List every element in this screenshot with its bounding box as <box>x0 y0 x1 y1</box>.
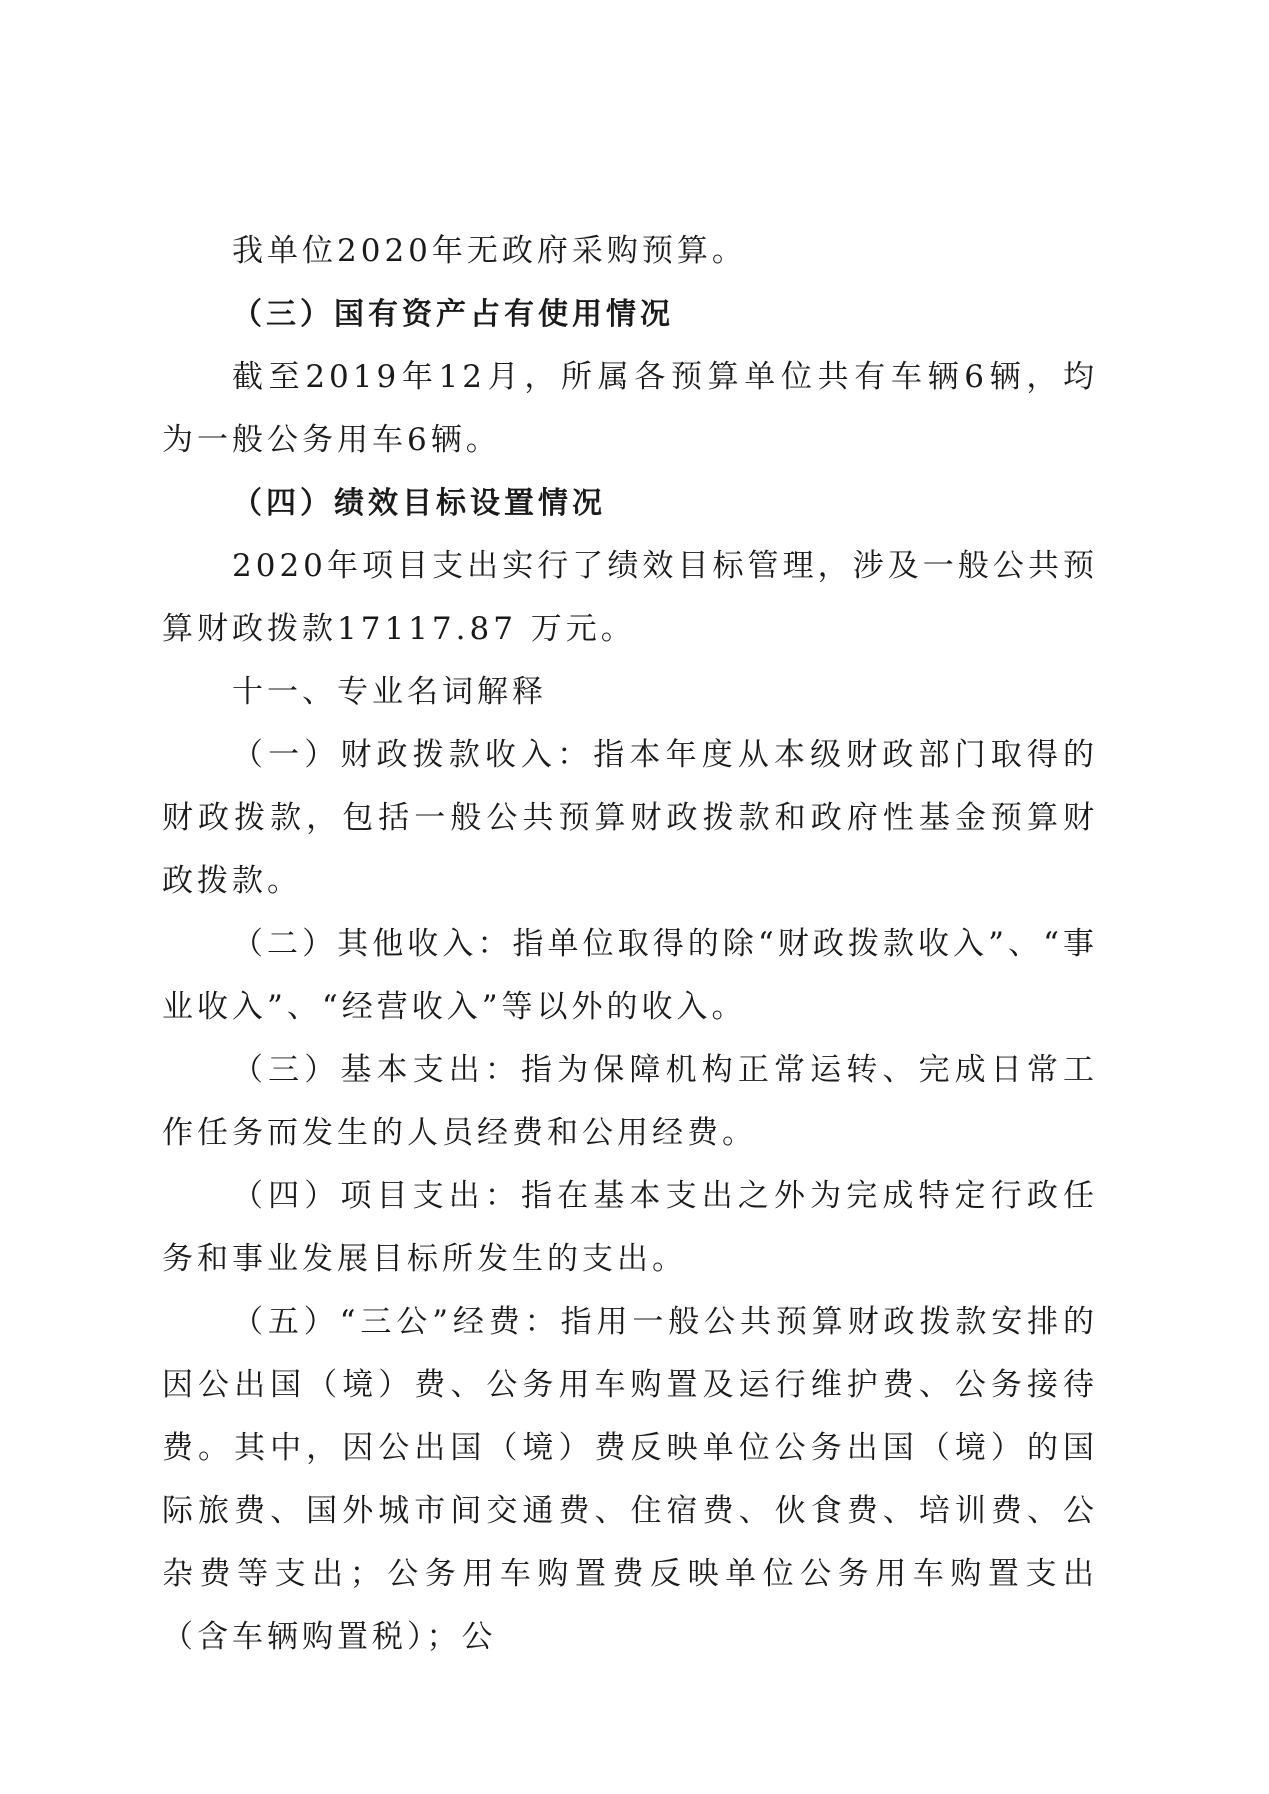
paragraph-three-public-expenses: （五）“三公”经费：指用一般公共预算财政拨款安排的因公出国（境）费、公务用车购置及运行维护费、公务接待费。其中，因公出国（境）费反映单位公务出国（境）的国际旅费、国外城市间交通费、住宿费、伙食费、培训费、公杂费等支出；公务用车购置费反映单位公务用车购置支出（含车辆购置税）；公 <box>162 1304 1098 1655</box>
paragraph-performance: 2020年项目支出实行了绩效目标管理，涉及一般公共预算财政拨款17117.87 万元。 <box>162 548 1098 647</box>
document-body <box>162 220 1098 1669</box>
paragraph-other-income: （二）其他收入：指单位取得的除“财政拨款收入”、“事业收入”、“经营收入”等以外的收入。 <box>162 926 1098 1025</box>
paragraph-procurement: 我单位2020年无政府采购预算。 <box>232 233 747 269</box>
paragraph-vehicles: 截至2019年12月，所属各预算单位共有车辆6辆，均为一般公务用车6辆。 <box>162 359 1098 458</box>
heading-performance-goals: （四）绩效目标设置情况 <box>232 486 606 521</box>
paragraph-basic-expenditure: （三）基本支出：指为保障机构正常运转、完成日常工作任务而发生的人员经费和公用经费。 <box>162 1052 1098 1151</box>
paragraph-project-expenditure: （四）项目支出：指在基本支出之外为完成特定行政任务和事业发展目标所发生的支出。 <box>162 1178 1098 1277</box>
heading-state-assets: （三）国有资产占有使用情况 <box>232 297 674 332</box>
paragraph-fiscal-income: （一）财政拨款收入：指本年度从本级财政部门取得的财政拨款，包括一般公共预算财政拨款和政府性基金预算财政拨款。 <box>162 737 1098 899</box>
section-title-glossary: 十一、专业名词解释 <box>232 674 547 710</box>
